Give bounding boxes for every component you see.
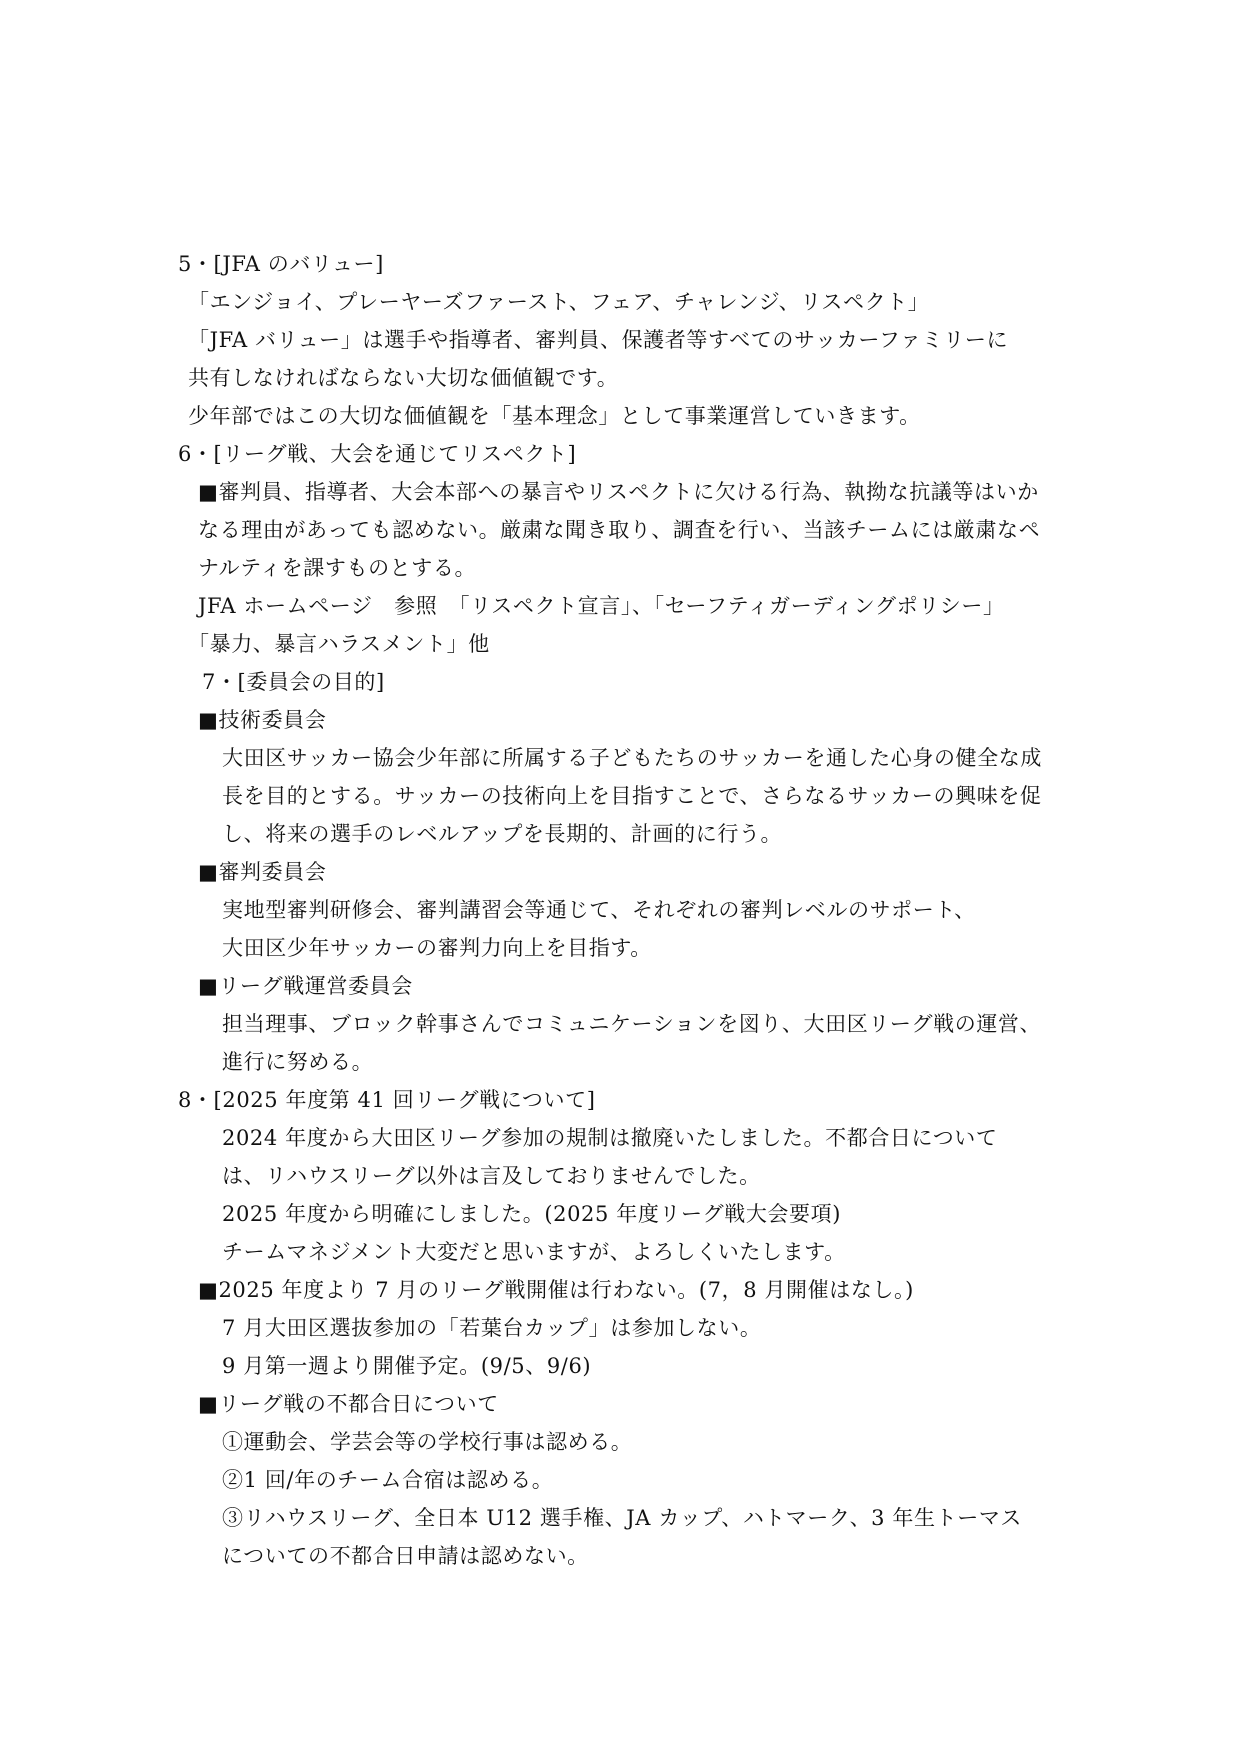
section-8-intro-line: 2024 年度から大田区リーグ参加の規制は撤廃いたしました。不都合日について [222, 1126, 998, 1150]
section-6-line: ■審判員、指導者、大会本部への暴言やリスペクトに欠ける行為、執拗な抗議等はいか [198, 480, 1039, 504]
section-8-intro-line: チームマネジメント大変だと思いますが、よろしくいたします。 [222, 1240, 846, 1264]
committee-title: ■リーグ戦運営委員会 [198, 974, 413, 998]
committee-line: 実地型審判研修会、審判講習会等通じて、それぞれの審判レベルのサポート、 [222, 898, 976, 922]
july-rule-title: ■2025 年度より 7 月のリーグ戦開催は行わない。(7，8 月開催はなし。) [198, 1278, 914, 1302]
section-5-line: 「JFA バリュー」は選手や指導者、審判員、保護者等すべてのサッカーファミリーに [188, 328, 1009, 352]
section-6-line: ナルティを課すものとする。 [198, 556, 477, 580]
section-6-reference: JFA ホームページ 参照 「リスペクト宣言」、「セーフティガーディングポリシー」 [198, 594, 1005, 618]
unavailable-days-item: ①運動会、学芸会等の学校行事は認める。 [222, 1430, 633, 1454]
unavailable-days-item: ③リハウスリーグ、全日本 U12 選手権、JA カップ、ハトマーク、3 年生トーマス [222, 1506, 1023, 1530]
section-5-heading: 5・[JFA のバリュー] [178, 252, 384, 276]
committee-line: 担当理事、ブロック幹事さんでコミュニケーションを図り、大田区リーグ戦の運営、 [222, 1012, 1042, 1036]
unavailable-days-item: についての不都合日申請は認めない。 [222, 1544, 589, 1568]
july-rule-line: 9 月第一週より開催予定。(9/5、9/6) [222, 1354, 592, 1378]
section-8-intro-line: 2025 年度から明確にしました。(2025 年度リーグ戦大会要項) [222, 1202, 842, 1226]
section-8-heading: 8・[2025 年度第 41 回リーグ戦について] [178, 1088, 596, 1112]
section-6-reference: 「暴力、暴言ハラスメント」他 [188, 632, 490, 656]
section-5-line: 共有しなければならない大切な価値観です。 [188, 366, 619, 390]
section-5-line: 少年部ではこの大切な価値観を「基本理念」として事業運営していきます。 [188, 404, 921, 428]
section-7-heading: 7・[委員会の目的] [202, 670, 385, 694]
section-8-intro-line: は、リハウスリーグ以外は言及しておりませんでした。 [222, 1164, 761, 1188]
committee-line: 大田区少年サッカーの審判力向上を目指す。 [222, 936, 652, 960]
section-6-heading: 6・[リーグ戦、大会を通じてリスペクト] [178, 442, 577, 466]
section-6-line: なる理由があっても認めない。厳粛な聞き取り、調査を行い、当該チームには厳粛なペ [198, 518, 1041, 542]
committee-line: 長を目的とする。サッカーの技術向上を目指すことで、さらなるサッカーの興味を促 [222, 784, 1042, 808]
unavailable-days-item: ②1 回/年のチーム合宿は認める。 [222, 1468, 554, 1492]
committee-title: ■技術委員会 [198, 708, 327, 732]
committee-line: 進行に努める。 [222, 1050, 374, 1074]
july-rule-line: 7 月大田区選抜参加の「若葉台カップ」は参加しない。 [222, 1316, 762, 1340]
unavailable-days-title: ■リーグ戦の不都合日について [198, 1392, 499, 1416]
section-5-line: 「エンジョイ、プレーヤーズファースト、フェア、チャレンジ、リスペクト」 [188, 290, 930, 314]
committee-title: ■審判委員会 [198, 860, 327, 884]
committee-line: し、将来の選手のレベルアップを長期的、計画的に行う。 [222, 822, 783, 846]
committee-line: 大田区サッカー協会少年部に所属する子どもたちのサッカーを通した心身の健全な成 [222, 746, 1042, 770]
